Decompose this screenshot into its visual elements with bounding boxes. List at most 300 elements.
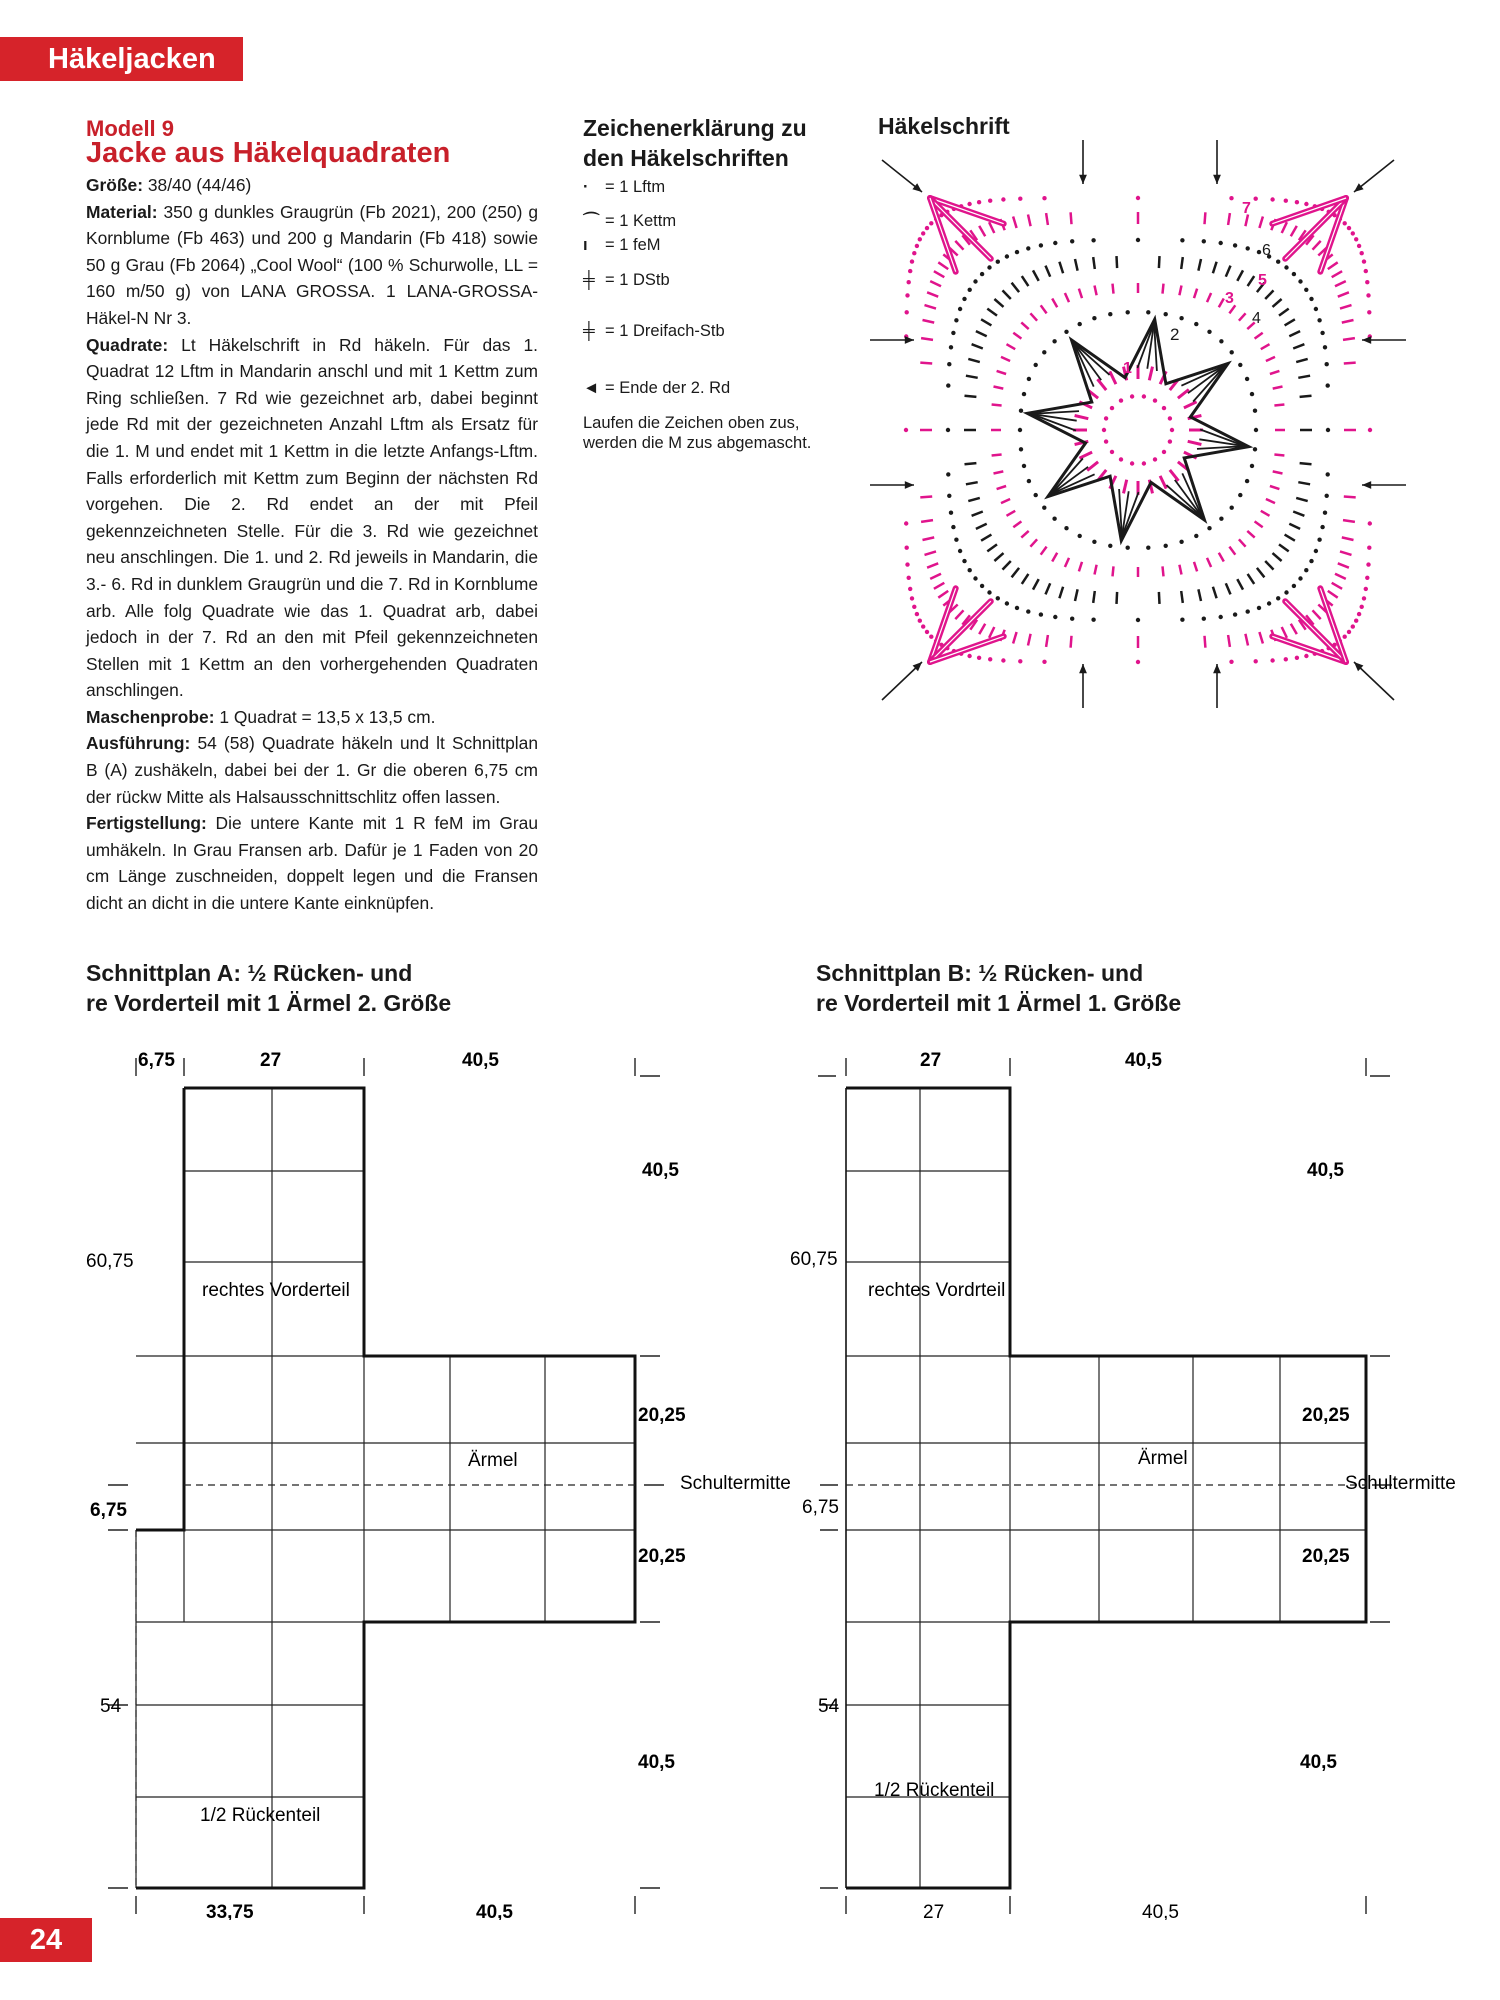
arrow-head — [905, 481, 914, 489]
stitch-mark — [966, 376, 978, 378]
chain-dot — [996, 596, 1000, 600]
stitch-mark — [1255, 521, 1263, 527]
label-finishing: Fertigstellung: — [86, 813, 207, 834]
text-execution: 54 (58) Quadrate häkeln und lt Schnittplan B (A) zushäkeln, dabei bei der 1. Gr die oberen 6,75 cm der rückw Mitte als Halsausschnittschlitz offen lassen. — [86, 733, 538, 807]
stitch-mark — [1239, 313, 1246, 320]
chain-dot — [1136, 238, 1140, 242]
chain-dot — [1110, 406, 1114, 410]
chain-dot — [921, 231, 925, 235]
chain-dot — [1018, 659, 1022, 663]
chain-dot — [1162, 406, 1166, 410]
arrow-head — [1362, 336, 1371, 344]
stitch-mark — [1270, 371, 1280, 374]
chain-dot — [1323, 345, 1327, 349]
chain-dot — [946, 472, 950, 476]
outline — [846, 1088, 1366, 1888]
stitch-mark — [1205, 212, 1206, 224]
label-squares: Quadrate: — [86, 334, 169, 355]
stitch-mark — [1228, 635, 1230, 647]
stitch-mark — [1198, 259, 1201, 271]
chain-dot — [962, 559, 966, 563]
chain-dot — [1130, 394, 1134, 398]
paragraph-size — [86, 172, 538, 199]
stitch-mark — [1226, 583, 1231, 594]
chain-dot — [967, 654, 971, 658]
chain-dot — [1042, 196, 1046, 200]
chain-dot — [1153, 398, 1157, 402]
dim-right-lower: 40,5 — [638, 1752, 675, 1773]
stitch-mark — [1117, 256, 1118, 268]
outline — [136, 1088, 635, 1888]
stitch-mark — [1075, 589, 1078, 601]
stitch-mark — [1237, 270, 1243, 281]
chain-dot — [980, 272, 984, 276]
triple-treble-symbol-icon: ╪ — [583, 322, 595, 340]
dim-top-mid: 27 — [920, 1050, 942, 1071]
chain-dot — [1015, 606, 1019, 610]
chain-dot — [1238, 493, 1242, 497]
stitch-mark — [921, 338, 933, 340]
arrow-head — [1213, 175, 1221, 184]
chain-dot — [973, 279, 977, 283]
chain-dot — [962, 297, 966, 301]
chain-dot — [1343, 221, 1347, 225]
chain-dot — [1351, 624, 1355, 628]
stitch-mark — [1219, 299, 1224, 308]
chain-dot — [1320, 525, 1324, 529]
stitch-mark — [976, 524, 987, 529]
chain-dot — [1126, 546, 1130, 550]
stitch-mark — [1342, 537, 1354, 540]
chain-dot — [1168, 416, 1172, 420]
stitch-mark — [1028, 634, 1031, 646]
chain-dot — [1091, 618, 1095, 622]
stitch-mark — [1291, 226, 1297, 236]
stitch-mark — [1194, 562, 1197, 572]
stitch-mark — [1279, 309, 1289, 316]
chain-dot — [1284, 265, 1288, 269]
stitch-mark — [934, 271, 944, 277]
chain-dot — [987, 590, 991, 594]
text-finishing: Die untere Kante mit 1 R feM im Grau umhäkeln. In Grau Fransen arb. Dafür je 1 Faden von 20 cm Länge zuschneiden, doppelt legen und die Fransen dicht an dicht in die untere Kante einknüpfen. — [86, 813, 538, 914]
stitch-mark — [966, 482, 978, 484]
chain-dot — [946, 428, 950, 432]
chain-dot — [1284, 657, 1288, 661]
stitch-mark — [1328, 262, 1338, 269]
chain-dot — [1314, 549, 1318, 553]
stitch-mark — [997, 486, 1007, 489]
stitch-mark — [1033, 270, 1039, 281]
stitch-mark — [1001, 357, 1010, 361]
chart-title: Häkelschrift — [878, 113, 1010, 139]
chain-dot — [1304, 568, 1308, 572]
legend-item — [583, 322, 725, 341]
stitch-mark — [981, 535, 991, 541]
chain-dot — [1250, 392, 1254, 396]
stitch-mark — [1052, 299, 1057, 308]
chain-dot — [1317, 538, 1321, 542]
chain-dot — [908, 587, 912, 591]
dim-top-right: 40,5 — [462, 1050, 499, 1071]
chain-symbol-icon: · — [583, 178, 589, 196]
chain-dot — [1108, 544, 1112, 548]
plan-a-diagram — [60, 1040, 800, 1920]
text-material: 350 g dunkles Graugrün (Fb 2021), 200 (250) g Kornblume (Fb 463) und 200 g Mandarin (Fb 418) sowie 50 g Grau (Fb 2064) „Cool Wool“ (100 % Schurwolle, LL = 160 m/50 g) von LANA GROSSA. 1 LANA-GROSSA-Häkel-N Nr 3. — [86, 201, 538, 328]
chain-dot — [1365, 280, 1369, 284]
dim-right-sleeve2: 20,25 — [638, 1546, 686, 1567]
stitch-mark — [1335, 574, 1346, 579]
chain-dot — [1219, 241, 1223, 245]
stitch-mark — [923, 320, 935, 323]
chain-dot — [1039, 243, 1043, 247]
chain-dot — [1364, 587, 1368, 591]
dim-right-lower: 40,5 — [1300, 1752, 1337, 1773]
stitch-mark — [930, 574, 941, 579]
stitch-mark — [968, 498, 980, 501]
model-title: Jacke aus Häkelquadraten — [86, 137, 451, 169]
dim-left-mid: 6,75 — [90, 1500, 127, 1521]
stitch-mark — [994, 387, 1004, 389]
instruction-text — [86, 172, 538, 917]
chain-dot — [1119, 398, 1123, 402]
chain-dot — [1142, 394, 1146, 398]
stitch-mark — [925, 551, 937, 555]
legend-text: = 1 Kettm — [605, 212, 677, 230]
stitch-mark — [1213, 262, 1217, 273]
chain-dot — [1092, 540, 1096, 544]
stitch-mark — [1219, 553, 1224, 562]
stitch-mark — [1013, 521, 1021, 527]
chain-dot — [1119, 457, 1123, 461]
chain-dot — [918, 237, 922, 241]
chain-dot — [1314, 307, 1318, 311]
legend-item — [583, 379, 730, 398]
chain-dot — [967, 202, 971, 206]
legend-note: Laufen die Zeichen oben zus, werden die M zus abgemascht. — [583, 414, 812, 452]
round-number: 6 — [1262, 242, 1271, 259]
stitch-mark — [1046, 583, 1051, 594]
chain-dot — [1351, 231, 1355, 235]
stitch-mark — [1207, 558, 1211, 567]
chain-dot — [1136, 618, 1140, 622]
stitch-mark — [1282, 222, 1287, 233]
chain-dot — [915, 612, 919, 616]
stitch-mark — [1207, 293, 1211, 302]
stitch-mark — [1296, 359, 1308, 362]
stitch-mark — [1273, 553, 1282, 561]
chain-dot — [1317, 318, 1321, 322]
stitch-mark — [1079, 289, 1082, 299]
stitch-mark — [1328, 591, 1338, 598]
stitch-mark — [997, 371, 1007, 374]
stitch-mark — [1270, 486, 1280, 489]
chain-dot — [1219, 517, 1223, 521]
stitch-mark — [1344, 497, 1356, 498]
stitch-mark — [1332, 583, 1342, 589]
chain-dot — [918, 619, 922, 623]
stitch-mark — [1300, 463, 1312, 464]
chain-dot — [1360, 251, 1364, 255]
section-tab — [0, 37, 243, 81]
stitch-mark — [938, 262, 948, 269]
arrow-head — [1213, 664, 1221, 673]
stitch-mark — [994, 471, 1004, 473]
chain-dot — [1146, 546, 1150, 550]
legend-text: = 1 Lftm — [605, 178, 666, 196]
stitch-mark — [934, 583, 944, 589]
stitch-mark — [979, 624, 985, 634]
chain-dot — [910, 596, 914, 600]
plan-b-diagram — [780, 1040, 1500, 1920]
stitch-mark — [1013, 632, 1017, 644]
stitch-mark — [1273, 387, 1283, 389]
chain-dot — [951, 331, 955, 335]
stitch-mark — [1022, 574, 1029, 584]
chain-dot — [1146, 310, 1150, 314]
paragraph-material — [86, 199, 538, 332]
label-sleeve: Ärmel — [1138, 1448, 1188, 1469]
chain-dot — [1018, 428, 1022, 432]
stitch-mark — [968, 359, 980, 362]
stitch-mark — [1117, 592, 1118, 604]
stitch-mark — [1338, 292, 1349, 296]
chain-dot — [1179, 540, 1183, 544]
paragraph-execution — [86, 730, 538, 810]
stitch-mark — [1291, 624, 1297, 634]
label-front: rechtes Vorderteil — [202, 1280, 350, 1301]
chain-dot — [925, 630, 929, 634]
dim-top-mid: 27 — [260, 1050, 282, 1071]
chain-dot — [1325, 494, 1329, 498]
stitch-mark — [1340, 305, 1352, 309]
stitch-mark — [987, 309, 997, 316]
stitch-mark — [1298, 376, 1310, 378]
chain-dot — [1180, 238, 1184, 242]
plan-b-title — [816, 958, 1181, 1018]
stitch-mark — [1343, 338, 1355, 340]
dim-bottom-left: 27 — [923, 1902, 945, 1920]
stitch-mark — [1228, 213, 1230, 225]
chain-dot — [1304, 288, 1308, 292]
stitch-mark — [1179, 286, 1181, 296]
slip-stitch-symbol-icon: ⌒ — [583, 212, 600, 230]
round-number: 4 — [1252, 310, 1261, 327]
stitch-mark — [1046, 266, 1051, 277]
model-number: Modell 9 — [86, 116, 175, 141]
chain-dot — [1078, 322, 1082, 326]
chain-dot — [1015, 250, 1019, 254]
chain-dot — [1207, 330, 1211, 334]
chain-dot — [1164, 544, 1168, 548]
label-shoulder: Schultermitte — [1345, 1473, 1456, 1494]
chain-dot — [1368, 428, 1372, 432]
stitch-mark — [1012, 568, 1020, 577]
stitch-mark — [938, 591, 948, 598]
dim-left-lower: 54 — [818, 1696, 840, 1717]
chain-dot — [958, 549, 962, 553]
chain-dot — [1246, 246, 1250, 250]
chain-dot — [973, 576, 977, 580]
chain-dot — [1019, 409, 1023, 413]
chain-dot — [951, 525, 955, 529]
stitch-mark — [965, 396, 977, 397]
chain-dot — [1368, 521, 1372, 525]
stitch-mark — [1030, 539, 1037, 546]
chain-dot — [1194, 534, 1198, 538]
text-gauge: 1 Quadrat = 13,5 x 13,5 cm. — [214, 706, 436, 727]
label-size: Größe: — [86, 175, 144, 195]
stitch-mark — [1245, 634, 1248, 646]
plan-b-title-line: Schnittplan B: ½ Rücken- und — [816, 960, 1144, 986]
chain-dot — [1364, 269, 1368, 273]
stitch-mark — [1188, 441, 1202, 444]
chain-dot — [1019, 447, 1023, 451]
stitch-mark — [1285, 535, 1295, 541]
chain-dot — [1026, 609, 1030, 613]
chain-dot — [905, 546, 909, 550]
chain-dot — [1207, 526, 1211, 530]
chain-dot — [1229, 196, 1233, 200]
chain-dot — [1245, 479, 1249, 483]
stitch-mark — [925, 305, 937, 309]
dim-right-sleeve1: 20,25 — [1302, 1405, 1350, 1426]
stitch-mark — [1022, 276, 1029, 286]
stitch-mark — [1313, 610, 1321, 619]
chain-dot — [1326, 383, 1330, 387]
plan-a-title-line: Schnittplan A: ½ Rücken- und — [86, 960, 413, 986]
stitch-mark — [1342, 320, 1354, 323]
chain-dot — [1366, 293, 1370, 297]
chain-dot — [1104, 416, 1108, 420]
stitch-mark — [1149, 367, 1152, 381]
stitch-mark — [1163, 284, 1164, 294]
chain-dot — [1179, 316, 1183, 320]
chain-dot — [1164, 312, 1168, 316]
chain-dot — [1042, 506, 1046, 510]
text-size: 38/40 (44/46) — [143, 175, 252, 195]
legend-item — [583, 271, 670, 290]
stitch-mark — [1059, 262, 1063, 273]
chain-dot — [1309, 559, 1313, 563]
section-title: Häkeljacken — [48, 43, 216, 75]
chain-dot — [1292, 584, 1296, 588]
arrow-head — [1362, 481, 1371, 489]
plan-a-title-line: re Vorderteil mit 1 Ärmel 2. Größe — [86, 990, 452, 1016]
stitch-mark — [1021, 531, 1028, 538]
chain-dot — [1108, 312, 1112, 316]
stitch-mark — [1184, 402, 1197, 408]
chain-dot — [1323, 511, 1327, 515]
stitch-mark — [1273, 299, 1282, 307]
chain-dot — [1238, 363, 1242, 367]
stitch-mark — [1003, 290, 1011, 299]
stitch-mark — [1163, 566, 1164, 576]
chain-dot — [1357, 244, 1361, 248]
plan-a-grid — [108, 1058, 664, 1914]
stitch-mark — [1259, 632, 1263, 644]
stitch-mark — [1033, 579, 1039, 590]
chain-dot — [1295, 656, 1299, 660]
chain-dot — [1276, 596, 1280, 600]
stitch-mark — [1013, 333, 1021, 339]
stitch-mark — [1041, 547, 1047, 555]
dim-left-upper: 60,75 — [86, 1251, 134, 1272]
round-number: 5 — [1258, 272, 1267, 289]
chain-dot — [904, 428, 908, 432]
chain-dot — [1022, 392, 1026, 396]
stitch-mark — [1313, 241, 1321, 250]
chain-dot — [1326, 472, 1330, 476]
chain-dot — [1267, 601, 1271, 605]
stitch-mark — [1075, 259, 1078, 271]
chain-dot — [1230, 350, 1234, 354]
chain-dot — [946, 383, 950, 387]
chain-dot — [949, 511, 953, 515]
stitch-mark — [965, 463, 977, 464]
stitch-mark — [1095, 286, 1097, 296]
chain-dot — [905, 562, 909, 566]
stitch-mark — [1098, 379, 1107, 390]
stitch-mark — [1266, 357, 1275, 361]
stitch-mark — [1065, 293, 1069, 302]
round-number: 1 — [1123, 360, 1132, 377]
stitch-mark — [1343, 520, 1355, 522]
chain-dot — [1070, 239, 1074, 243]
stitch-mark — [1007, 511, 1016, 516]
stitch-mark — [1332, 271, 1342, 277]
legend-item — [583, 236, 661, 255]
legend-item — [583, 207, 676, 231]
chain-dot — [1070, 617, 1074, 621]
stitch-mark — [1298, 482, 1310, 484]
stitch-mark — [1282, 627, 1287, 638]
chain-dot — [988, 199, 992, 203]
chain-dot — [1360, 605, 1364, 609]
label-back: 1/2 Rückenteil — [874, 1780, 995, 1801]
stitch-mark — [1030, 313, 1037, 320]
text-squares: Lt Häkelschrift in Rd häkeln. Für das 1. Quadrat 12 Lftm in Mandarin anschl und mit 1 Kettm zum Ring schließen. 7 Rd wie gezeichnet arb, dabei beginnt jede Rd mit der gezeichneten Anzahl Lftm als Ersatz für die 1. M und endet mit 1 Kettm in die letzte Anfangs-Lftm. Falls erforderlich mit Kettm zum Beginn der nächsten Rd vorgehen. Die 2. Rd endet an der mit Pfeil gekennzeichneten Stelle. Für die 3. Rd wie gezeichnet neu anschlingen. Die 1. und 2. Rd jeweils in Mandarin, die 3.- 6. Rd in dunklem Graugrün und die 7. Rd in Kornblume arb. Alle folg Quadrate wie das 1. Quadrat arb, dabei jedoch in der 7. Rd an den mit Pfeil gekennzeichneten Stellen mit 1 Kettm an den vorhergehenden Quadraten anschlingen. — [86, 334, 538, 701]
stitch-mark — [1265, 561, 1273, 570]
label-shoulder: Schultermitte — [680, 1473, 791, 1494]
stitch-mark — [927, 292, 938, 296]
chain-dot — [1136, 660, 1140, 664]
chain-dot — [1001, 658, 1005, 662]
chain-dot — [1180, 618, 1184, 622]
chain-dot — [1366, 562, 1370, 566]
chain-dot — [1304, 202, 1308, 206]
stitch-mark — [972, 512, 983, 516]
chain-dot — [912, 605, 916, 609]
stitch-mark — [1001, 499, 1010, 503]
chain-dot — [1027, 479, 1031, 483]
stitch-mark — [1124, 480, 1127, 494]
stitch-mark — [1338, 563, 1349, 567]
chain-dot — [1053, 615, 1057, 619]
chain-dot — [1354, 237, 1358, 241]
chain-dot — [1126, 310, 1130, 314]
stitch-mark — [972, 344, 983, 348]
center-star — [1027, 319, 1248, 540]
chain-dot — [1254, 428, 1258, 432]
legend-item — [583, 178, 665, 197]
chain-dot — [1229, 660, 1233, 664]
stitch-mark — [992, 455, 1002, 456]
chain-dot — [1153, 457, 1157, 461]
chain-dot — [954, 538, 958, 542]
chain-dot — [905, 293, 909, 297]
chain-dot — [904, 521, 908, 525]
stitch-mark — [1179, 565, 1181, 575]
